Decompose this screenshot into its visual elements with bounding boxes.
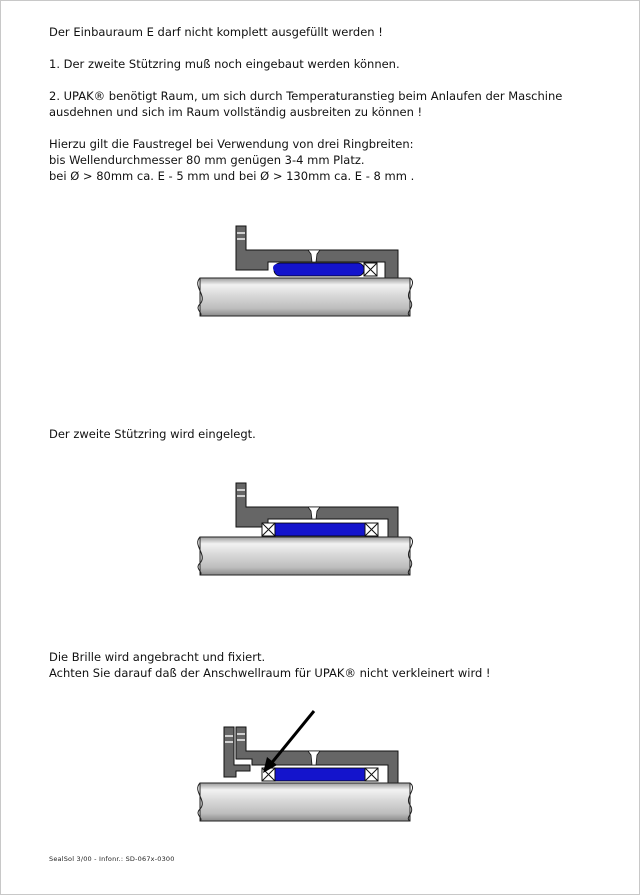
point-2	[49, 88, 562, 120]
housing-notch	[237, 238, 245, 240]
step-3-caption	[49, 649, 491, 681]
rule-of-thumb	[49, 136, 414, 184]
heading: Der Einbauraum E darf nicht komplett ausgefüllt werden !	[49, 25, 383, 39]
rule-line-1: Hierzu gilt die Faustregel bei Verwendung von drei Ringbreiten:	[49, 137, 414, 151]
step-2-caption: Der zweite Stützring wird eingelegt.	[49, 427, 256, 441]
figure-2-second-ring	[190, 479, 420, 585]
gland-notch	[225, 735, 233, 737]
point-2-line-2: ausdehnen und sich im Raum vollständig ausbreiten zu können !	[49, 105, 423, 119]
figure-1-packing-installed	[190, 218, 420, 324]
rule-line-2: bis Wellendurchmesser 80 mm genügen 3-4 mm Platz.	[49, 153, 365, 167]
footer-info: SealSol 3/00 - Infonr.: SD-067x-0300	[49, 855, 175, 863]
upak-packing	[275, 523, 365, 536]
point-1: 1. Der zweite Stützring muß noch eingebaut werden können.	[49, 57, 400, 71]
housing-notch	[237, 739, 245, 741]
gland-notch	[225, 741, 233, 743]
shaft	[200, 278, 410, 316]
upak-packing	[274, 263, 364, 276]
step-3-line-2: Achten Sie darauf daß der Anschwellraum für UPAK® nicht verkleinert wird !	[49, 666, 491, 680]
shaft	[200, 783, 410, 821]
housing-notch	[237, 232, 245, 234]
shaft	[200, 537, 410, 575]
upak-packing	[275, 768, 365, 781]
upak-packing-lip	[273, 264, 281, 272]
step-3-line-1: Die Brille wird angebracht und fixiert.	[49, 650, 266, 664]
point-2-line-1: 2. UPAK® benötigt Raum, um sich durch Temperaturanstieg beim Anlaufen der Maschine	[49, 89, 563, 103]
housing-notch	[237, 733, 245, 735]
figure-3-gland-attached	[190, 705, 420, 830]
rule-line-3: bei Ø > 80mm ca. E - 5 mm und bei Ø > 130mm ca. E - 8 mm .	[49, 169, 415, 183]
housing-notch	[237, 495, 245, 497]
housing-notch	[237, 489, 245, 491]
